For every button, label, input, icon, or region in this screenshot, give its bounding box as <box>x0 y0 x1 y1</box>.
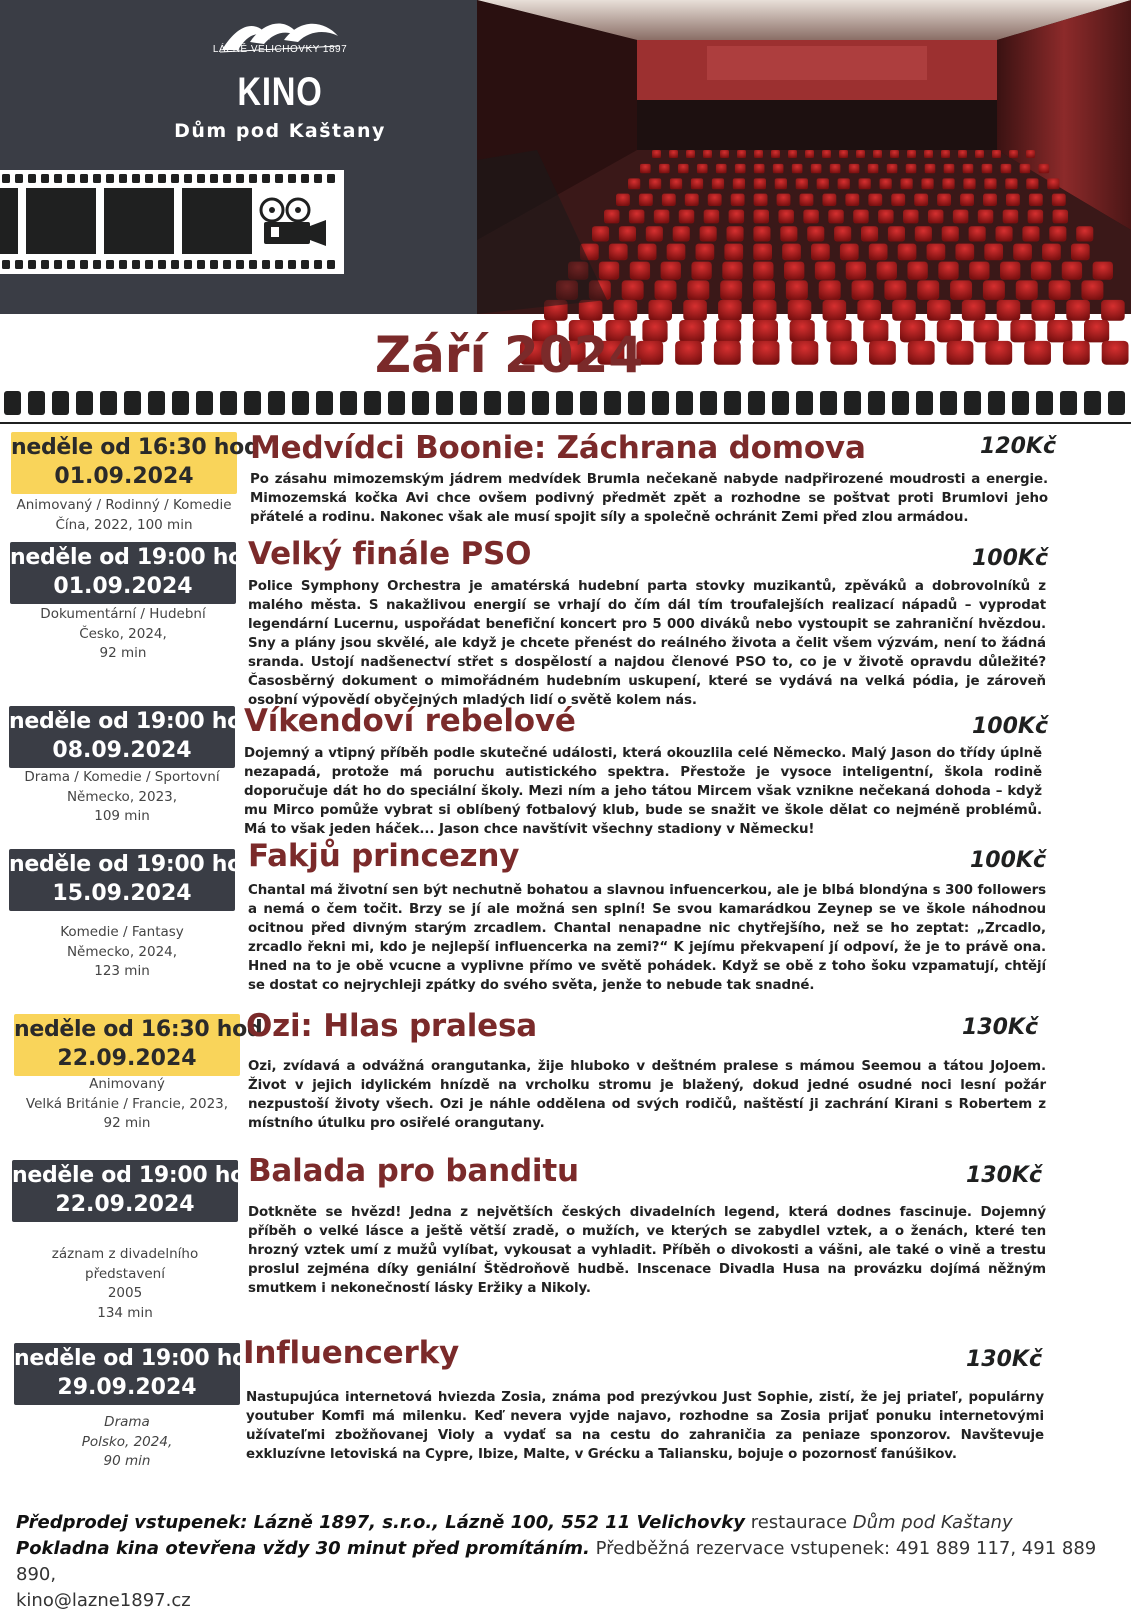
footer <box>16 1510 1116 1614</box>
ticket-price: 100Kč <box>970 848 1047 873</box>
screening-day-time: neděle od 19:00 hod <box>9 709 258 734</box>
contact-email[interactable]: kino@lazne1897.cz <box>16 1590 191 1611</box>
ticket-price: 130Kč <box>962 1015 1039 1040</box>
film-meta <box>12 1245 238 1323</box>
film-title: Influencerky <box>243 1335 459 1371</box>
screening-day-time: neděle od 19:00 hod <box>10 545 259 570</box>
ticket-price: 130Kč <box>966 1347 1043 1372</box>
film-title: Ozi: Hlas pralesa <box>246 1008 537 1044</box>
screening-datetime <box>11 432 260 494</box>
film-meta <box>11 496 237 535</box>
screening-date: 01.09.2024 <box>54 464 194 489</box>
film-title: Balada pro banditu <box>248 1153 579 1189</box>
kino-title: KINO <box>237 70 323 114</box>
film-meta-line: Polsko, 2024, <box>81 1433 173 1450</box>
film-title: Fakjů princezny <box>248 838 520 874</box>
film-meta-line: 123 min <box>94 963 150 979</box>
film-meta-line: Německo, 2024, <box>66 943 178 960</box>
screening-datetime <box>14 1343 263 1405</box>
film-meta-line: 2005 <box>107 1285 143 1301</box>
film-meta-line: 134 min <box>97 1304 153 1321</box>
film-strip-divider <box>0 389 1131 425</box>
film-meta-line: Velká Británie / Francie, 2023, <box>25 1095 229 1112</box>
film-meta-line: Německo, 2023, <box>66 788 178 805</box>
screening-datetime <box>9 849 258 911</box>
ticket-price: 130Kč <box>966 1163 1043 1188</box>
reservation-text: Předběžná rezervace vstupenek: 491 889 117, 491 889 890, <box>16 1538 1097 1585</box>
film-meta-line: Dokumentární / Hudební <box>40 606 206 622</box>
film-description: Police Symphony Orchestra je amatérská hudební parta stovky muzikantů, zpěváků a dobrovolníků z malého města. S nakažlivou energií se vrhají do čím dál tím troufalejších realizací nápadů – vyprodat legendární Lucernu, uspořádat benefiční koncert pro 5 000 diváků nebo vystoupit se zahraniční hvězdou. Sny a plány jsou skvělé, ale když je chcete přenést do reálného života a čelit všem výzvám, není to žádná sranda. Ustojí nadšenectví střet s dospělostí a najdou členové PSO to, co je v životě opravdu důležité? Časosběrný dokument o mimořádném hudebním uskupení, které se vydává na velká pódia, je zároveň osobní výpovědí obyčejných mladých lidí o světě kolem nás. <box>248 579 1046 708</box>
presale-place: Dům pod Kaštany <box>852 1512 1013 1533</box>
presale-line <box>16 1510 1116 1536</box>
film-description: Dojemný a vtipný příběh podle skutečné události, která okouzlila celé Německo. Malý Jason do třídy úplně nezapadá, protože má poruchu autistického spektra. Přestože je vysoce inteligentní, škola rodině doporučuje dát ho do speciální školy. Mezi ním a jeho tátou Mircem však vznikne nečekaná dohoda – když mu Mirco pomůže vybrat si oblíbený fotbalový klub, bude se snažit ve škole dělat co nejméně problémů. Má to však jeden háček... Jason chce navštívit všechny stadiony v Německu! <box>244 746 1042 837</box>
ticket-price: 100Kč <box>972 546 1049 571</box>
screening-date: 29.09.2024 <box>57 1375 197 1400</box>
film-meta <box>9 923 235 982</box>
month-title: Září 2024 <box>374 326 644 384</box>
film-meta-line: 92 min <box>103 1115 151 1131</box>
film-meta-line: Drama <box>104 1414 150 1430</box>
box-office-text: Pokladna kina otevřena vždy 30 minut před promítáním. <box>16 1538 590 1559</box>
film-description: Po zásahu mimozemským jádrem medvídek Brumla nečekaně nabyde nadpřirozené moudrosti a energie. Mimozemská kočka Avi chce ovšem podivný předmět zpět a rozhodne se poštvat proti Brumlovi jeho přátelé a rodinu. Nakonec však ale musí spojit síly a společně ochránit Zemi před zlou armádou. <box>250 472 1048 525</box>
film-meta-line: 109 min <box>94 808 150 824</box>
film-meta-line: 92 min <box>99 645 147 661</box>
film-description: Nastupujúca internetová hviezda Zosia, známa pod prezývkou Just Sophie, zistí, že jej priateľ, populárny youtuber Komfi má milenku. Keď nevera vyjde najavo, rozhodne sa Zosia prijať ponuku internetovými užívateľmi zbožňovanej Violy a vydať sa na cestu do zahraničia za peniaze sponzorov. Navštevuje exkluzívne letoviská na Cypre, Ibize, Malte, v Grécku a Taliansku, bojuje o pozornosť fanúšikov. <box>246 1390 1044 1462</box>
film-meta <box>10 605 236 664</box>
brand-name: LÁZNĚ VELICHOVKY 1897 <box>212 44 348 55</box>
screening-date: 15.09.2024 <box>52 881 192 906</box>
presale-place-prefix: restaurace <box>750 1512 848 1533</box>
ticket-price: 100Kč <box>972 714 1049 739</box>
film-meta-line: Čína, 2022, 100 min <box>55 516 193 533</box>
screening-day-time: neděle od 19:00 hod <box>9 852 258 877</box>
screening-date: 01.09.2024 <box>53 574 193 599</box>
screening-datetime <box>14 1014 263 1076</box>
presale-label: Předprodej vstupenek: Lázně 1897, s.r.o., Lázně 100, 552 11 Velichovky <box>16 1512 745 1533</box>
film-meta-line: Animovaný / Rodinný / Komedie <box>16 497 232 513</box>
cinema-hall-photo <box>477 0 1131 314</box>
header-panel <box>0 0 477 314</box>
film-meta-line: Česko, 2024, <box>79 625 167 642</box>
film-meta <box>14 1413 240 1472</box>
email-line <box>16 1588 1116 1614</box>
screening-date: 22.09.2024 <box>55 1192 195 1217</box>
film-strip-icon <box>0 170 344 274</box>
film-title: Velký finále PSO <box>248 536 532 572</box>
venue-name: Dům pod Kaštany <box>174 120 386 142</box>
box-office-line <box>16 1536 1116 1588</box>
screening-day-time: neděle od 19:00 hod <box>14 1346 263 1371</box>
film-meta-line: Animovaný <box>89 1076 165 1092</box>
ticket-price: 120Kč <box>980 434 1057 459</box>
screening-date: 08.09.2024 <box>52 738 192 763</box>
film-meta-line: Drama / Komedie / Sportovní <box>24 769 220 785</box>
film-meta-line: záznam z divadelního představení <box>51 1246 199 1282</box>
screening-datetime <box>10 542 259 604</box>
film-title: Medvídci Boonie: Záchrana domova <box>250 430 866 466</box>
film-meta-line: 90 min <box>103 1453 151 1469</box>
screening-day-time: neděle od 16:30 hod <box>14 1017 263 1042</box>
film-meta <box>14 1075 240 1134</box>
film-description: Dotkněte se hvězd! Jedna z největších českých divadelních legend, která dodnes fascinuje. Dojemný příběh o velké lásce a ještě větší zradě, o mužích, ve kterých se zabydlel vztek, a o ženách, které ten hrozný vztek umí z mužů vylíbat, vykousat a vyhladit. Příběh o divokosti a vášni, ale také o vině a trestu proslul zejména díky geniální Štědroňově hudbě. Inscenace Divadla Husa na provázku dojímá něžným smutkem i nekonečností lásky Eržiky a Nikoly. <box>248 1205 1046 1296</box>
screening-day-time: neděle od 16:30 hod <box>11 435 260 460</box>
screening-datetime <box>12 1160 261 1222</box>
film-meta <box>9 768 235 827</box>
film-description: Chantal má životní sen být nechutně bohatou a slavnou infuencerkou, ale je blbá blondýna s 300 followers a nemá o čem točit. Brzy se jí ale možná sen splní! Se svou kamarádkou Zeynep se ve škole náhodnou ocitnou před divným starým zrcadlem. Chantal nenapadne nic chytřejšího, než se ho zeptat: „Zrcadlo, zrcadlo řekni mi, kdo je nejlepší influencerka na zemi?“ K jejímu překvapení jí odpoví, že je to právě ona. Hned na to je obě vcucne a vyplivne přímo ve světě pohádek. Když se obě z toho šoku vzpamatují, chtějí se dostat co nejrychleji zpátky do svého světa, jenže to nebude tak snadné. <box>248 883 1046 993</box>
screening-day-time: neděle od 19:00 hod <box>12 1163 261 1188</box>
film-description: Ozi, zvídavá a odvážná orangutanka, žije hluboko v deštném pralese s mámou Seemou a tátou JoJoem. Život v jejich idylickém hnízdě na vrcholku stromu je blažený, dokud jedné osudné noci lesní požár nezpustoší životy všech. Ozi je náhle oddělena od svých rodičů, naštěstí ji zachrání Kirani s Robertem z místního útulku pro osiřelé orangutany. <box>248 1059 1046 1131</box>
film-meta-line: Komedie / Fantasy <box>60 924 184 940</box>
screening-date: 22.09.2024 <box>57 1046 197 1071</box>
screening-datetime <box>9 706 258 768</box>
film-title: Víkendoví rebelové <box>244 703 576 739</box>
